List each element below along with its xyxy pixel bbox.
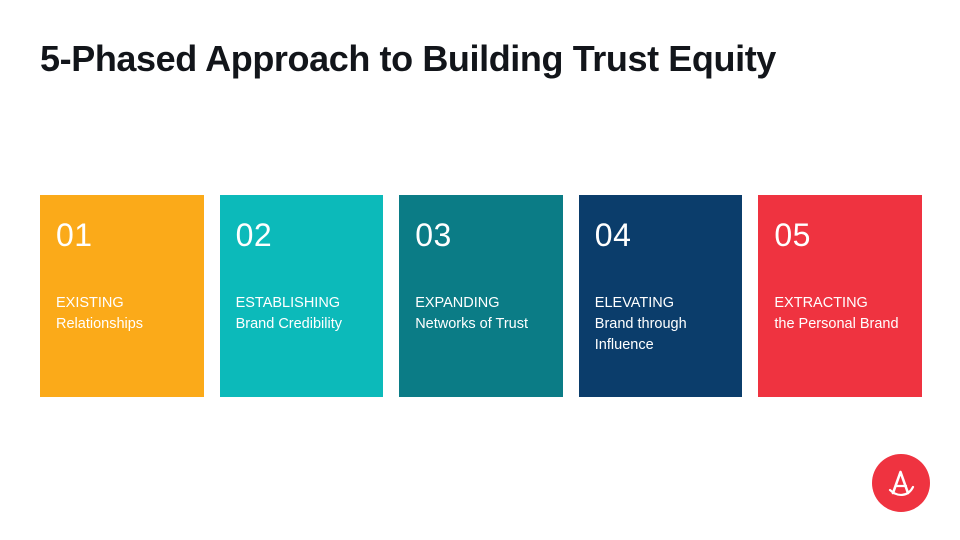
phase-card-2 xyxy=(220,195,384,397)
phase-subtitle: Networks of Trust xyxy=(415,316,528,333)
phase-card-5 xyxy=(758,195,922,397)
phase-card-4 xyxy=(579,195,743,397)
phase-heading: EXISTING xyxy=(56,295,124,311)
phase-heading: EXTRACTING xyxy=(774,295,868,311)
phase-card-3 xyxy=(399,195,563,397)
phase-cards xyxy=(40,195,922,397)
phase-number: 05 xyxy=(774,217,811,253)
phase-card-1 xyxy=(40,195,204,397)
phase-heading: EXPANDING xyxy=(415,295,500,311)
phase-number: 02 xyxy=(235,217,273,253)
page-title: 5-Phased Approach to Building Trust Equity xyxy=(40,38,776,79)
phase-number: 01 xyxy=(56,217,93,253)
phase-heading: ELEVATING xyxy=(594,295,675,311)
phase-subtitle: Brand through Influence xyxy=(594,316,687,354)
phase-subtitle: the Personal Brand xyxy=(774,316,899,333)
phase-subtitle: Brand Credibility xyxy=(235,316,342,333)
phase-number: 03 xyxy=(415,217,452,253)
brand-logo-icon xyxy=(872,454,930,512)
phase-subtitle: Relationships xyxy=(56,316,144,333)
phase-number: 04 xyxy=(594,217,632,253)
phase-heading: ESTABLISHING xyxy=(235,295,341,311)
